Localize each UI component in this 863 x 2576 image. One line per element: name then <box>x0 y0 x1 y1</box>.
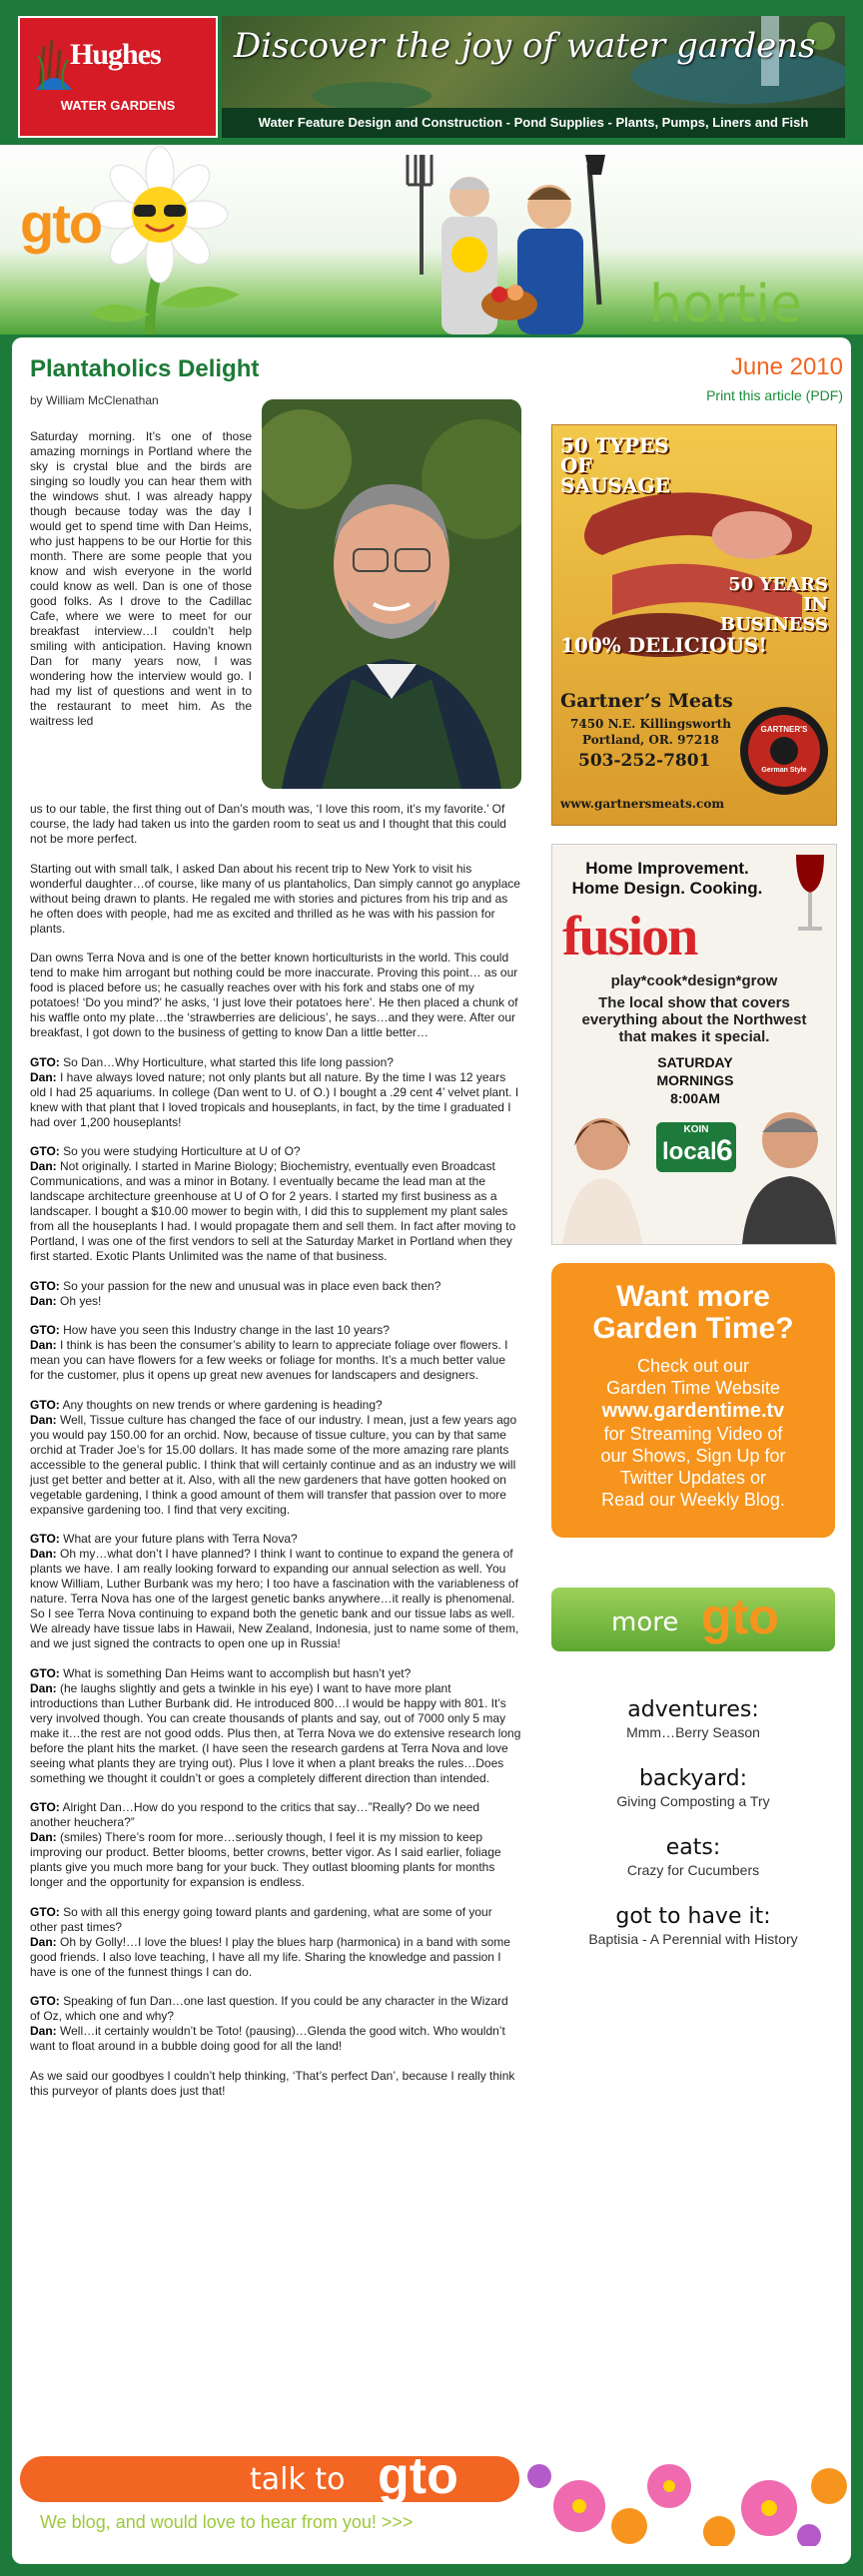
answer: Well…it certainly wouldn’t be Toto! (pausing)…Glenda the good witch. Who wouldn’t want to float around in a bubble doing good for all the land! <box>30 2024 505 2053</box>
link-heading: got to have it: <box>615 1904 771 1929</box>
brand-name: Hughes <box>70 38 161 71</box>
qa-block <box>30 1055 521 1130</box>
qa-block <box>30 1323 521 1383</box>
promo-line-2: Garden Time Website <box>606 1378 780 1398</box>
qa-block <box>30 1279 521 1309</box>
answer: Not originally. I started in Marine Biology; Biochemistry, eventually even Broadcast Communications, and was a minor in Botany. I eventually became the lead man at the landscape architecture greenhouse at U of O for 2 years. I started my first business as a landscaper. I bought a $10.00 mower to begin with, I did this to supplement my plant sales from all the houseplants I had. I would propagate them and sell them. In fact after moving to Portland, I was one of the first vendors to sell at the Saturday Market in Portland when they first started. Exotic Plants Unlimited was the name of that business. <box>30 1159 516 1263</box>
store-url[interactable]: www.gartnersmeats.com <box>560 797 725 811</box>
seal-top-text: GARTNER'S <box>760 725 808 734</box>
qa-block <box>30 1532 521 1651</box>
more-gto-logo: gto <box>701 1589 779 1644</box>
gartners-meats-ad[interactable] <box>551 424 837 826</box>
a-label: Dan: <box>30 2024 57 2038</box>
more-gto-links <box>551 1697 835 1973</box>
store-name: Gartner’s Meats <box>560 690 733 712</box>
fusion-description: The local show that covers everything about the Northwest that makes it special. <box>581 994 807 1045</box>
a-label: Dan: <box>30 1830 57 1844</box>
article-intro: Saturday morning. It’s one of those amazing mornings in Portland where the sky is crystal blue and the birds are singing so loudly you can hear them with the windows shut. I was already happy though because today was the day I would get to spend time with Dan Heims, who just happens to be our Hortie for this month. There are some people that you know and wish everyone in the world could know as well. Dan is one of those good folks. As I drove to the Cadillac Cafe, where we were to meet for our breakfast interview…I couldn’t help smiling with anticipation. Having known Dan for many years now, I was wondering how the interview would go. I had my list of questions and went in to the restaurant to meet him. As the waitress led <box>30 429 252 728</box>
qa-block <box>30 1905 521 1980</box>
article-paragraph: Starting out with small talk, I asked Dan about his recent trip to New York to visit his wonderful daughter…of course, like many of us plantaholics, Dan simply cannot go anyplace without being drawn to plants. He regaled me with stories and pictures from his trip and as he often does with people, had me as excited and thrilled as he was with his passion for plants. <box>30 861 520 936</box>
more-label: more <box>611 1608 679 1637</box>
fusion-line-1: Home Improvement. <box>585 859 749 878</box>
promo-line-4: our Shows, Sign Up for <box>600 1446 786 1466</box>
garden-hosts-photo <box>400 145 639 334</box>
q-label: GTO: <box>30 1904 60 1919</box>
a-label: Dan: <box>30 1338 57 1352</box>
a-label: Dan: <box>30 1069 57 1084</box>
delicious-slogan: 100% DELICIOUS! <box>560 633 768 657</box>
link-adventures[interactable] <box>551 1697 835 1740</box>
a-label: Dan: <box>30 1680 57 1695</box>
years-in-business: 50 YEARS IN BUSINESS <box>719 574 828 635</box>
fusion-day: SATURDAY <box>657 1054 733 1070</box>
link-subtitle[interactable]: Mmm…Berry Season <box>626 1724 760 1740</box>
link-eats[interactable] <box>551 1835 835 1878</box>
sausage-types: 50 TYPES OF SAUSAGE <box>560 433 670 497</box>
blog-invite[interactable]: We blog, and would love to hear from you! >>> <box>40 2512 414 2532</box>
question: So your passion for the new and unusual was in place even back then? <box>63 1278 441 1293</box>
answer: Well, Tissue culture has changed the face of our industry. I mean, just a few years ago you would pay 150.00 for an orchid. Now, because of tissue culture, you can by that same orchid at Trader Joe’s for 15.00 dollars. It has made some of the more amazing rare plants accessible to the general public. I think that will certainly continue and as an industry we will just get better and better at it. Also, with all the new gardeners that have gotten hooked on vegetable gardening, I think a good amount of them will transfer that passion over to more expansive gardening too. I find that very exciting. <box>30 1412 517 1517</box>
link-got-to-have-it[interactable] <box>551 1904 835 1947</box>
q-label: GTO: <box>30 1532 60 1546</box>
article-title: Plantaholics Delight <box>30 355 260 382</box>
a-label: Dan: <box>30 1293 57 1308</box>
link-heading: eats: <box>665 1835 721 1860</box>
station-number: 6 <box>716 1134 733 1167</box>
a-label: Dan: <box>30 1159 57 1173</box>
link-heading: adventures: <box>627 1697 759 1722</box>
q-label: GTO: <box>30 1278 60 1293</box>
issue-date: June 2010 <box>730 353 843 380</box>
station-top: KOIN <box>683 1124 709 1135</box>
q-label: GTO: <box>30 1144 60 1158</box>
brand-subtitle: WATER GARDENS <box>60 98 176 113</box>
link-subtitle[interactable]: Giving Composting a Try <box>616 1793 770 1809</box>
fusion-logo: fusion <box>562 906 697 967</box>
link-subtitle[interactable]: Crazy for Cucumbers <box>626 1862 760 1878</box>
gto-logo[interactable]: gto <box>20 192 102 255</box>
a-label: Dan: <box>30 1934 57 1949</box>
fusion-tagline: play*cook*design*grow <box>610 972 778 989</box>
flowers-decoration-icon <box>519 2446 859 2546</box>
print-article-link[interactable]: Print this article (PDF) <box>706 387 843 403</box>
answer: Oh yes! <box>60 1293 102 1308</box>
link-backyard[interactable] <box>551 1766 835 1809</box>
answer: Oh my…what don’t I have planned? I think I want to continue to expand the genera of plants we have. I am really looking forward to expanding our annual selection as well. You know William, Luther Burbank was my hero; I too have a fascination with the variableness of nature. Terra Nova has one of the largest genetic banks anywhere…it really is phenomenal. So I see Terra Nova continuing to expand both the genetic bank and our tissue labs as well. We already have tissue labs in Hawaii, New Zealand, Indonesia, just to name some of them, and we just signed the contracts to open one up in Russia! <box>30 1547 519 1650</box>
closing-paragraph: As we said our goodbyes I couldn’t help thinking, ‘That’s perfect Dan’, because I really think this purveyor of plants does just that! <box>30 2068 515 2098</box>
page-header <box>0 145 863 334</box>
q-label: GTO: <box>30 1994 60 2008</box>
fusion-tv-ad[interactable] <box>551 844 837 1245</box>
article-paragraph: us to our table, the first thing out of Dan’s mouth was, ‘I love this room, it’s my favorite.’ Of course, the lady had taken us into the garden room to seat us and I thought that this could not be more perfect. <box>30 802 506 846</box>
promo-heading-2: Garden Time? <box>592 1312 794 1345</box>
store-phone: 503-252-7801 <box>578 751 711 771</box>
qa-block <box>30 1666 521 1786</box>
q-label: GTO: <box>30 1665 60 1680</box>
article-body <box>30 802 521 2113</box>
qa-block <box>30 1994 521 2054</box>
q-label: GTO: <box>30 1800 60 1814</box>
link-subtitle[interactable]: Baptisia - A Perennial with History <box>588 1931 798 1947</box>
banner-services: Water Feature Design and Construction - Pond Supplies - Plants, Pumps, Liners and Fish <box>222 108 845 138</box>
question: Alright Dan…How do you respond to the critics that say…”Really? Do we need another heuchera?” <box>30 1800 479 1829</box>
qa-block <box>30 1398 521 1518</box>
cattail-plant-icon <box>34 36 74 92</box>
q-label: GTO: <box>30 1323 60 1337</box>
a-label: Dan: <box>30 1412 57 1427</box>
link-heading: backyard: <box>638 1766 748 1791</box>
article-author: by William McClenathan <box>30 393 159 407</box>
station-name: local <box>662 1138 717 1165</box>
question: So you were studying Horticulture at U of O? <box>63 1144 301 1158</box>
fusion-time: 8:00AM <box>670 1090 720 1106</box>
top-banner-ad[interactable] <box>0 0 863 145</box>
question: What are your future plans with Terra Nova? <box>63 1532 298 1546</box>
banner-headline: Discover the joy of water gardens <box>234 26 816 66</box>
a-label: Dan: <box>30 1547 57 1561</box>
talk-to-gto-banner[interactable] <box>20 2446 859 2546</box>
qa-block <box>30 1144 521 1264</box>
answer: (smiles) There’s room for more…seriously though, I feel it is my mission to keep improving our product. Better blooms, better crowns, better vigor. As I said earlier, foliage plants give you much more bang for your buck. They outlast blooming plants for months longer and the opportunity for expansion is endless. <box>30 1830 501 1889</box>
question: Any thoughts on new trends or where gardening is heading? <box>62 1397 383 1412</box>
q-label: GTO: <box>30 1054 60 1069</box>
question: So Dan…Why Horticulture, what started this life long passion? <box>63 1054 394 1069</box>
section-title: hortie <box>649 275 802 334</box>
promo-line-3: for Streaming Video of <box>603 1424 783 1444</box>
store-address-2: Portland, OR. 97218 <box>582 733 719 747</box>
question: How have you seen this Industry change in the last 10 years? <box>63 1323 390 1337</box>
promo-line-5: Twitter Updates or <box>619 1468 767 1488</box>
question: So with all this energy going toward plants and gardening, what are some of your other past times? <box>30 1904 492 1934</box>
water-garden-photo <box>222 16 845 108</box>
hughes-logo[interactable] <box>18 16 218 138</box>
article-paragraph: Dan owns Terra Nova and is one of the better known horticulturists in the world. This could tend to make him arrogant but nothing could be more inaccurate. Proving this point… as our food is placed before us; he casually reaches over with his fork and stabs one of my potatoes! ‘Do you mind?’ he asks, ‘I just love their potatoes here’. He then placed a chunk of his waffle onto my plate…the ‘strawberries are delicious’, he says…and they were. After our breakfast, I got down to the business of getting to know Dan a little better… <box>30 951 518 1039</box>
promo-url[interactable]: www.gardentime.tv <box>601 1400 785 1422</box>
talk-to-text: talk to <box>250 2462 346 2497</box>
promo-line-1: Check out our <box>636 1356 750 1376</box>
store-address-1: 7450 N.E. Killingsworth <box>570 717 731 731</box>
footer-gto-logo: gto <box>378 2447 458 2505</box>
answer: I have always loved nature; not only plants but all nature. By the time I was 12 years old I had 25 aquariums. In college (Dan went to U. of O.) I bought a .29 cent 4’ velvet plant. I knew with that plant that I loved tropicals and houseplants, in fact, by the time I graduated I had over 1,200 houseplants! <box>30 1069 519 1129</box>
question: Speaking of fun Dan…one last question. If you could be any character in the Wizard of Oz, which one and why? <box>30 1994 508 2023</box>
q-label: GTO: <box>30 1397 60 1412</box>
promo-line-6: Read our Weekly Blog. <box>601 1490 785 1510</box>
promo-heading-1: Want more <box>616 1280 770 1313</box>
qa-block <box>30 1800 521 1890</box>
more-gto-banner[interactable] <box>551 1588 835 1651</box>
answer: (he laughs slightly and gets a twinkle in his eye) I want to have more plant introductions than Luther Burbank did. He introduced 800…I would be happy with 801. It’s very involved though. You can create thousands of plants and say, out of 7000 only 5 may make it…the rest are not good odds. Plus then, at Terra Nova we do extensive research long before the plant hits the market. (I have seen the research gardens at Terra Nova and love seeing what plants they are trying out). Plus I love it when a plant breaks the rules…Does something we thought it couldn’t or goes a completely different direction than intended. <box>30 1680 521 1785</box>
answer: I think is has been the consumer’s ability to learn to appreciate foliage over flowers. I mean you can have flowers for a few weeks or foliage for months. It’s a much better value for the customer, plus it opens up great new avenues for landscapers and designers. <box>30 1338 508 1382</box>
fusion-line-2: Home Design. Cooking. <box>571 879 763 898</box>
fusion-mornings: MORNINGS <box>656 1072 734 1088</box>
dan-heims-photo <box>262 399 521 789</box>
portrait-illustration <box>262 399 521 789</box>
wine-glass-icon <box>790 849 830 939</box>
local6-logo <box>656 1122 736 1172</box>
seal-bottom-text: German Style <box>761 767 807 774</box>
answer: Oh by Golly!…I love the blues! I play the blues harp (harmonica) in a band with some good friends. I also love teaching, I have all my life. Sharing the knowledge and passion I have is one of the funnest things I can do. <box>30 1934 510 1979</box>
question: What is something Dan Heims want to accomplish but hasn’t yet? <box>63 1665 412 1680</box>
garden-time-promo[interactable] <box>551 1263 835 1538</box>
